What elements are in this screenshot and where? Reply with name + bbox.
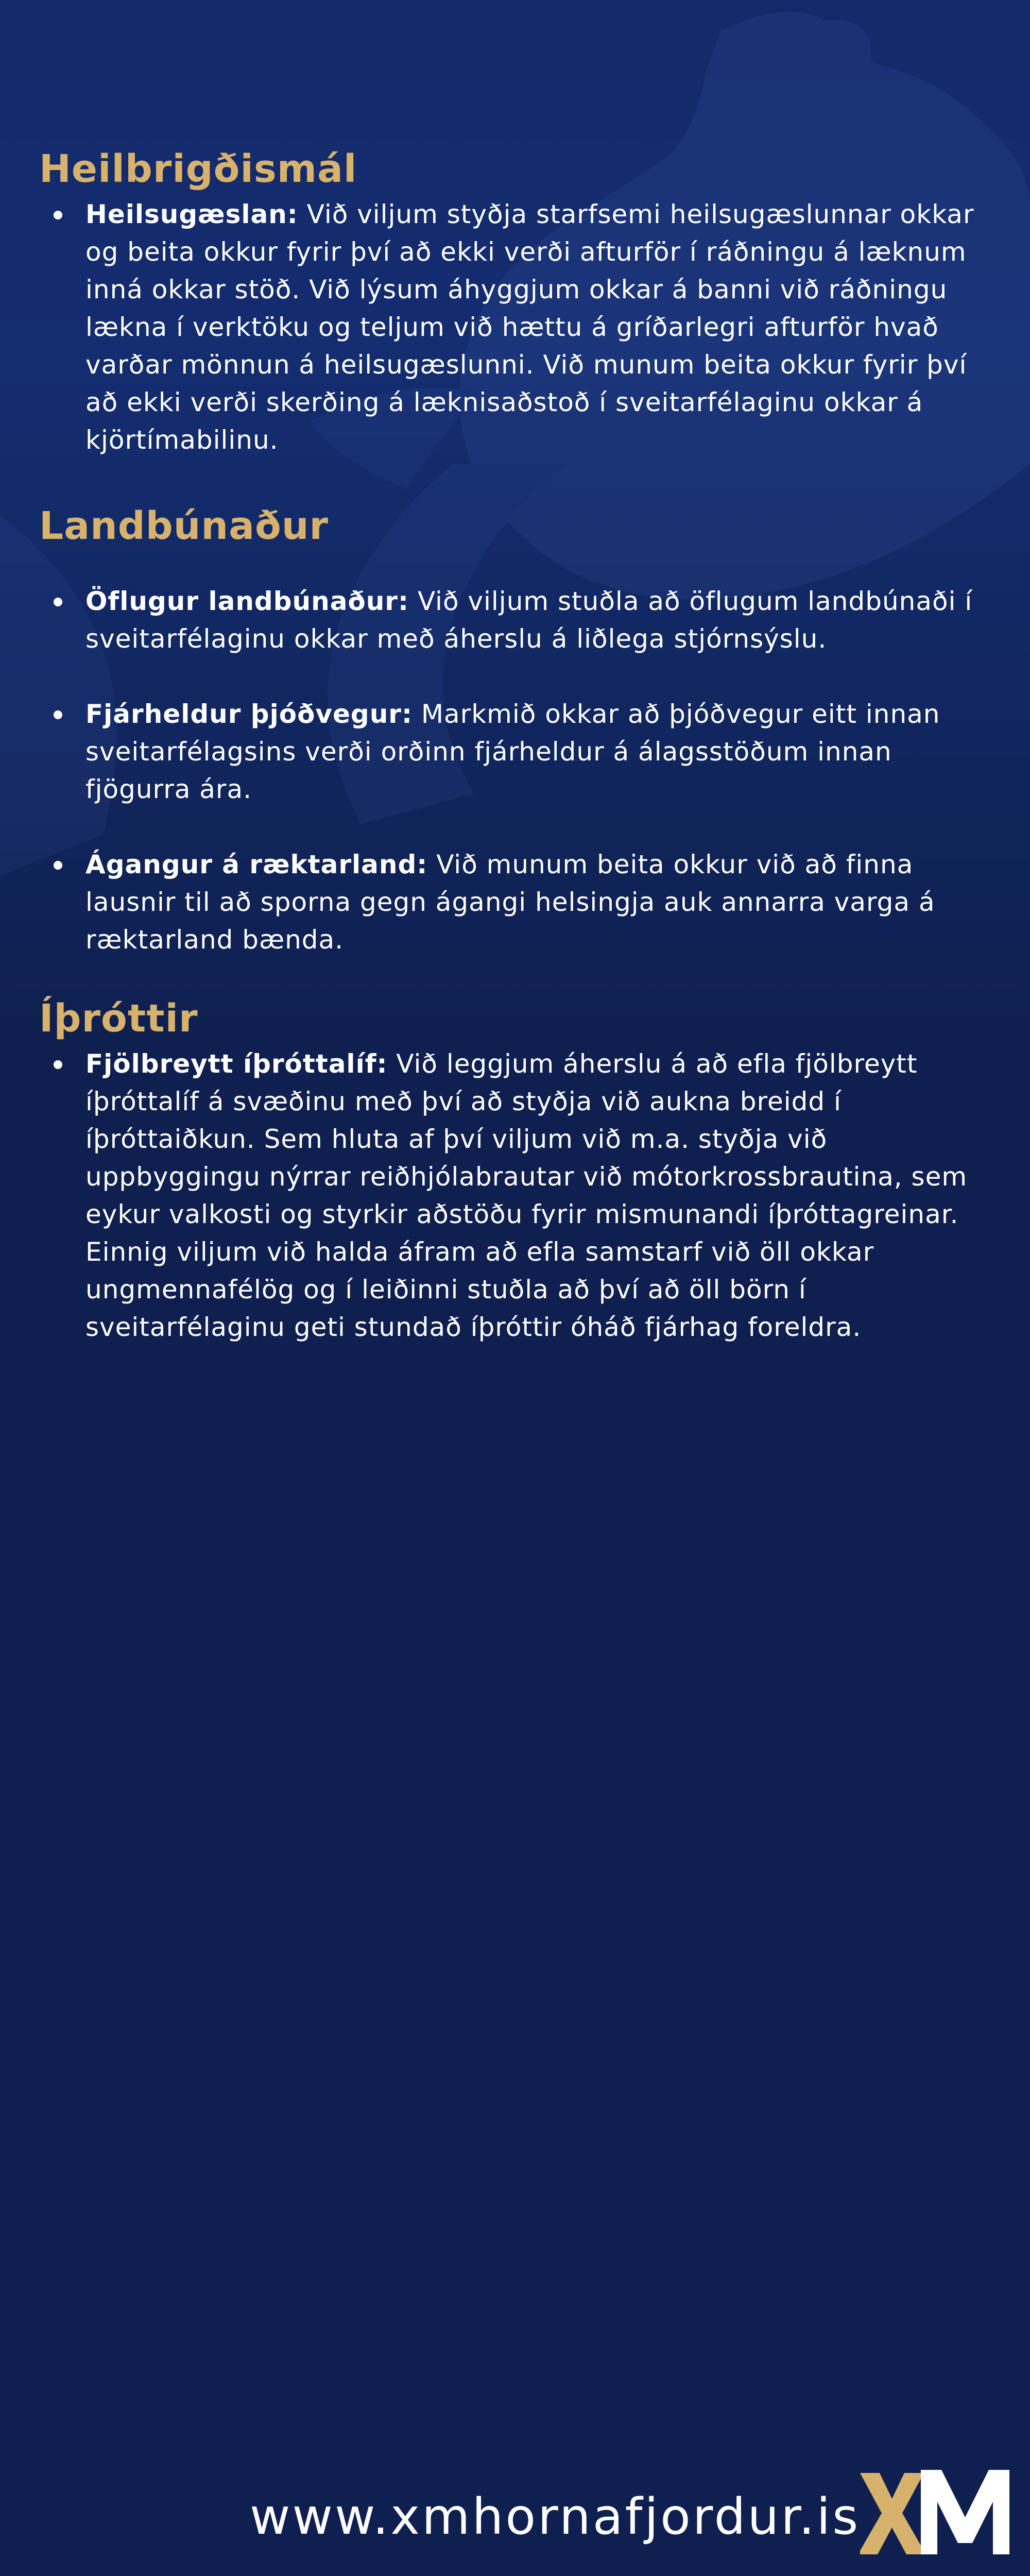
section-landbunadur: [39, 501, 997, 959]
item-text: Við munum beita okkur við að finna lausnir til að sporna gegn ágangi helsingja auk annarra varga á ræktarland bænda.: [85, 850, 935, 955]
list-item: [39, 1045, 997, 1346]
bullet-list: [39, 1045, 997, 1346]
bullet-list: [39, 583, 997, 959]
list-item: [39, 196, 997, 459]
item-label: Fjölbreytt íþróttalíf:: [85, 1049, 388, 1079]
list-item: [39, 696, 997, 808]
item-label: Heilsugæslan:: [85, 199, 298, 229]
section-title: Landbúnaður: [39, 504, 329, 548]
logo-m-letter: [921, 2470, 1009, 2554]
item-label: Öflugur landbúnaður:: [85, 586, 409, 616]
item-text: Við leggjum áherslu á að efla fjölbreytt íþróttalíf á svæðinu með því að styðja við aukna breidd í íþróttaiðkun. Sem hluta af því viljum við m.a. styðja við uppbyggingu nýrrar reiðhjólabrautar við mótorkrossbrautina, sem eykur valkosti og styrkir aðstöðu fyrir mismunandi íþróttagreinar. Einnig viljum við halda áfram að efla samstarf við öll okkar ungmennafélög og í leiðinni stuðla að því að öll börn í sveitarfélaginu geti stundað íþróttir óháð fjárhag foreldra.: [85, 1049, 968, 1342]
list-item: [39, 583, 997, 658]
item-text: Markmið okkar að þjóðvegur eitt innan sveitarfélagsins verði orðinn fjárheldur á álagsstöðum innan fjögurra ára.: [85, 699, 940, 804]
website-url: www.xmhornafjordur.is: [250, 2488, 861, 2546]
bullet-list: [39, 196, 997, 459]
section-ithrottir: [39, 994, 997, 1346]
logo-x-letter: [860, 2473, 926, 2554]
item-text: Við viljum stuðla að öflugum landbúnaði í sveitarfélaginu okkar með áherslu á liðlega stjórnsýslu.: [85, 586, 973, 654]
item-label: Ágangur á ræktarland:: [85, 850, 428, 879]
section-heilbrigdismal: [39, 144, 997, 459]
list-item: [39, 846, 997, 959]
main-content: [39, 144, 997, 1346]
section-title: Íþróttir: [39, 996, 198, 1041]
xm-logo: [860, 2468, 1009, 2555]
item-text: Við viljum styðja starfsemi heilsugæslunnar okkar og beita okkur fyrir því að ekki verði afturför í ráðningu á læknum inná okkar stöð. Við lýsum áhyggjum okkar á banni við ráðningu lækna í verktöku og teljum við hættu á gríðarlegri afturför hvað varðar mönnun á heilsugæslunni. Við munum beita okkur fyrir því að ekki verði skerðing á læknisaðstoð í sveitarfélaginu okkar á kjörtímabilinu.: [85, 199, 974, 455]
section-title: Heilbrigðismál: [39, 147, 357, 191]
item-label: Fjárheldur þjóðvegur:: [85, 699, 413, 729]
